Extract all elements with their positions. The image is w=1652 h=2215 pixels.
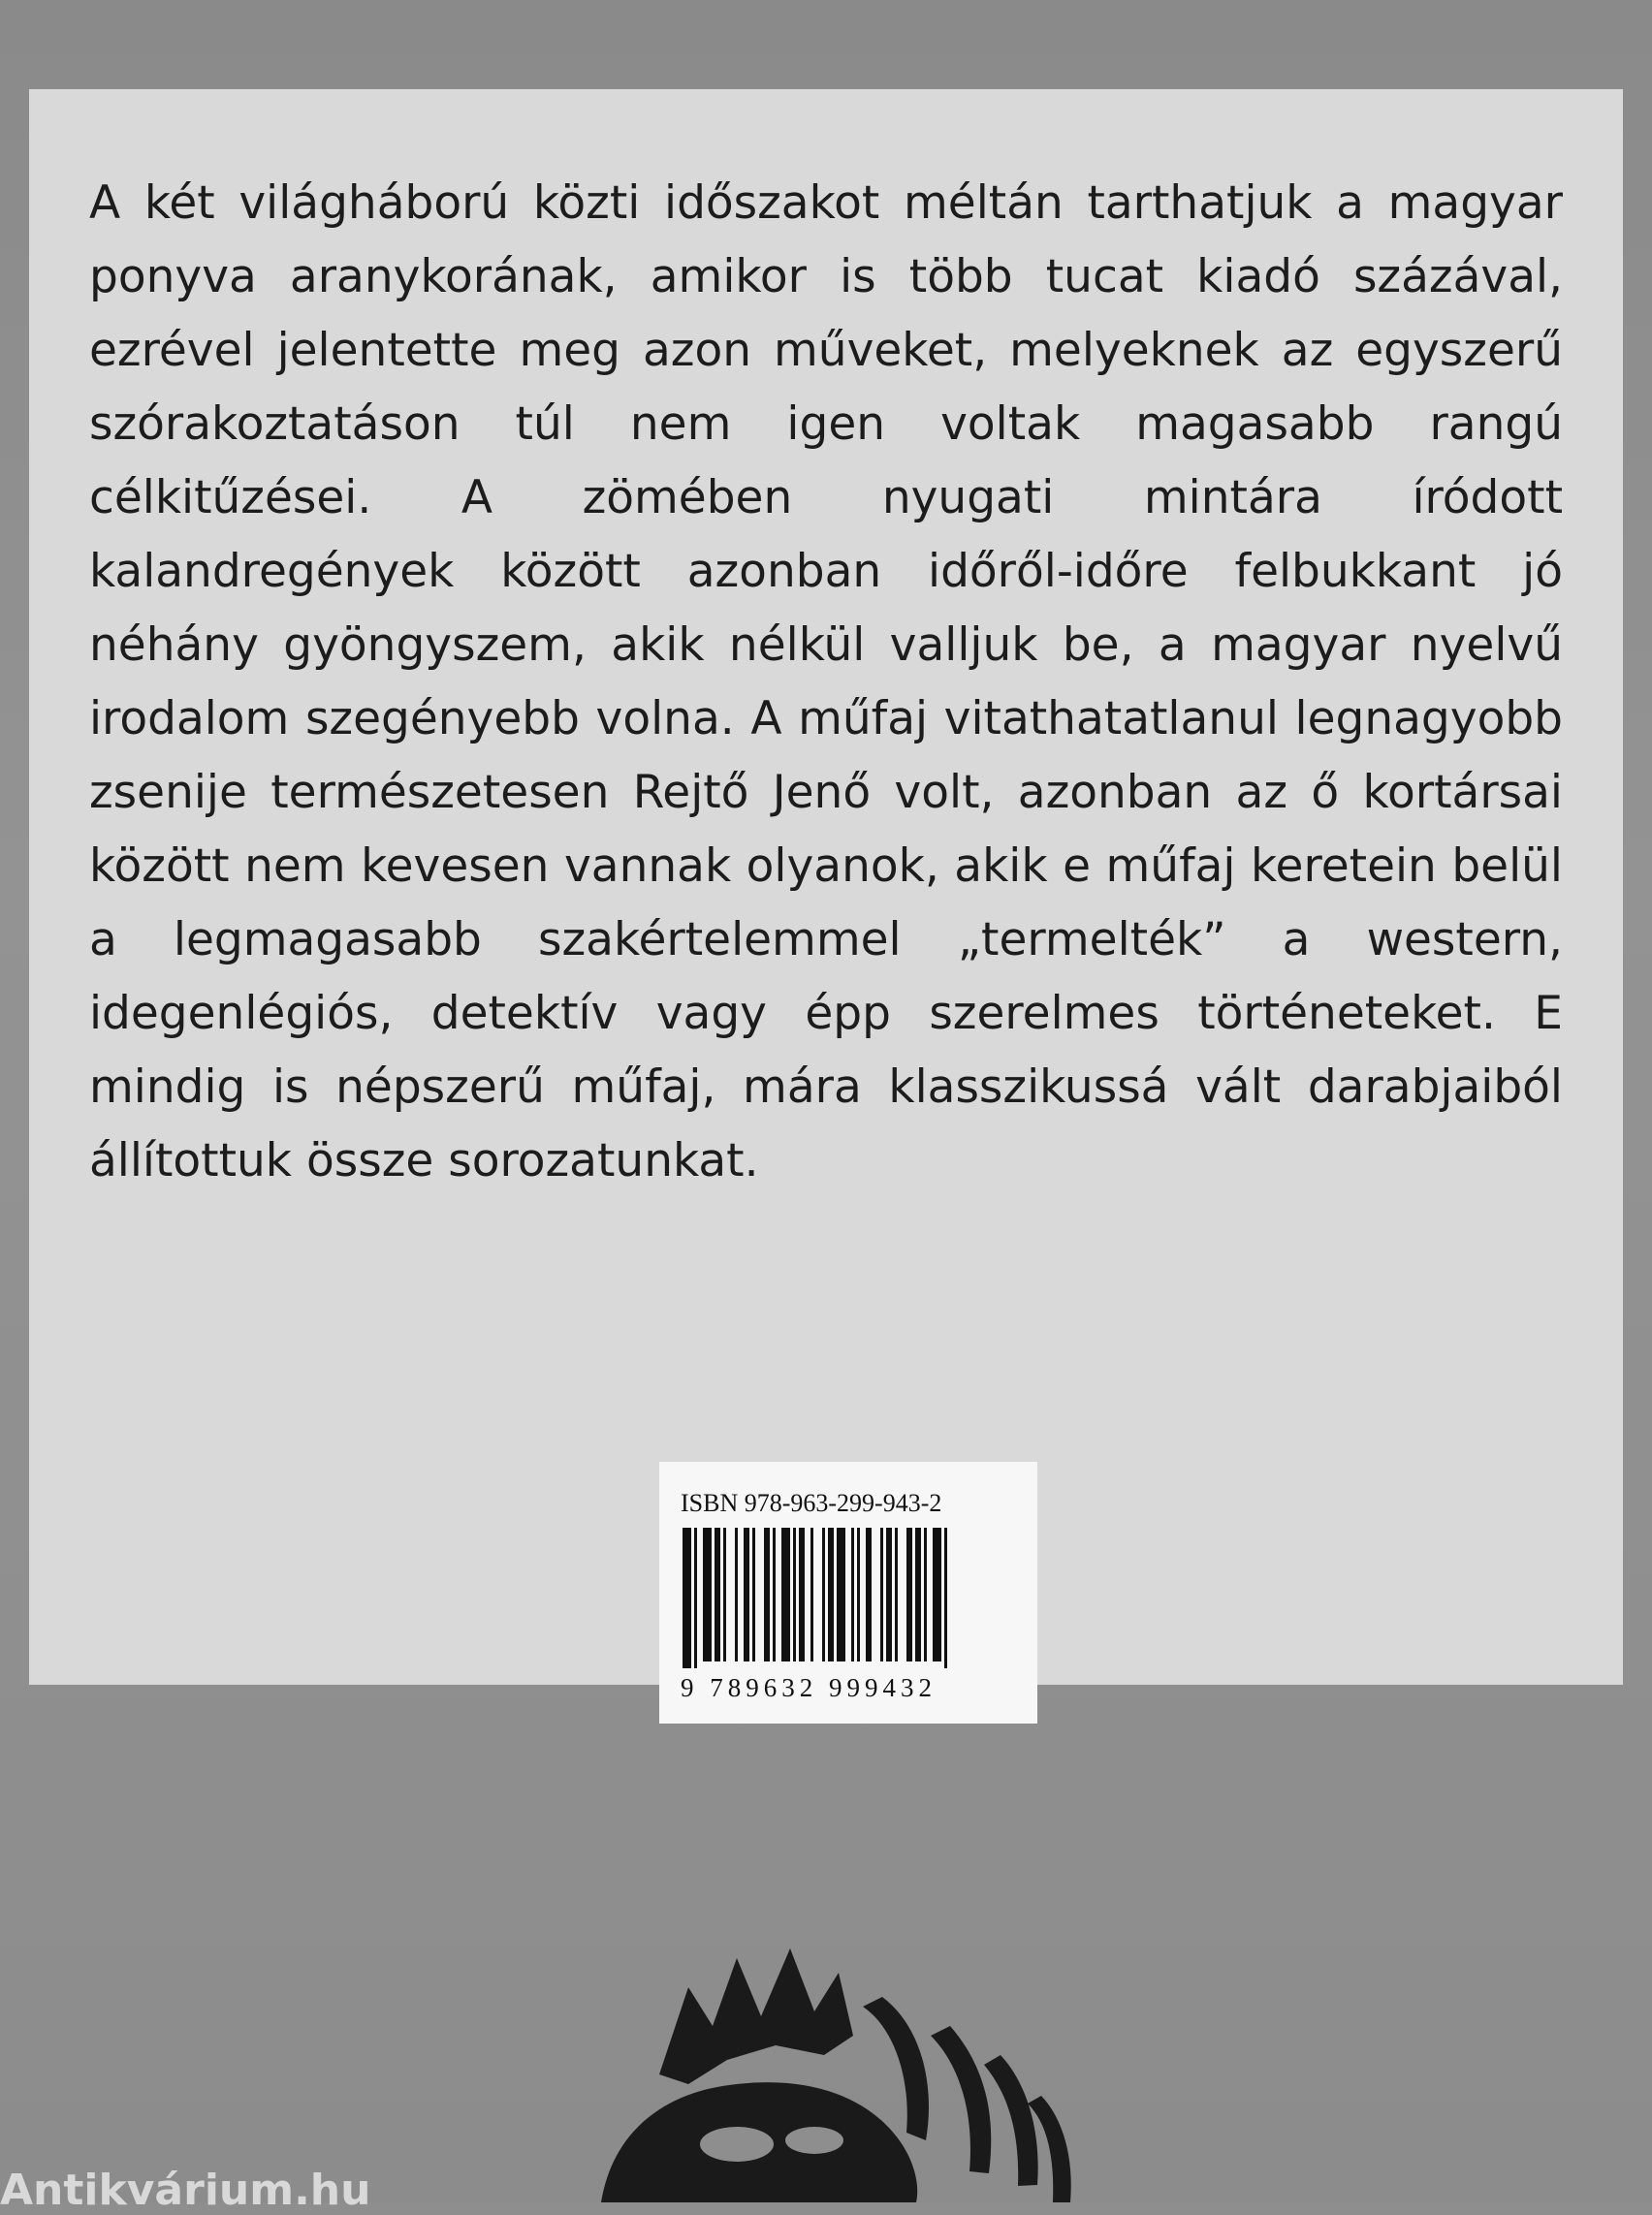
barcode-bar xyxy=(773,1528,776,1661)
barcode-bar xyxy=(828,1528,834,1661)
barcode-bar xyxy=(880,1528,883,1661)
barcode-bar xyxy=(837,1528,845,1661)
barcode-bar xyxy=(933,1528,941,1661)
barcode-bar xyxy=(886,1528,892,1661)
barcode-label xyxy=(659,1462,1037,1724)
barcode-bar xyxy=(906,1528,912,1661)
barcode-bar xyxy=(744,1528,749,1661)
barcode-bar xyxy=(715,1528,720,1661)
barcode-bar xyxy=(822,1528,825,1661)
blurb-text: A két világháború közti időszakot méltán tarthatjuk a magyar ponyva aranykorának, amikor is több tucat kiadó százával, ezrével jelentette meg azon műveket, melyeknek az egyszerű szórakoztatáson túl nem igen voltak magasabb rangú célkitűzései. A zömében nyugati mintára íródott kalandregények között azonban időről-időre felbukkant jó néhány gyöngyszem, akik nélkül valljuk be, a magyar nyelvű irodalom szegényebb volna. A műfaj vitathatatlanul legnagyobb zsenije természetesen Rejtő Jenő volt, azonban az ő kortársai között nem kevesen vannak olyanok, akik e műfaj keretein belül a legmagasabb szakértelemmel „termelték” a western, idegenlégiós, detektív vagy épp szerelmes történeteket. E mindig is népszerű műfaj, mára klasszikussá vált darabjaiból állítottuk össze sorozatunkat. xyxy=(89,176,1563,1187)
barcode-bar xyxy=(866,1528,872,1661)
barcode-bar xyxy=(810,1528,813,1661)
barcode-bar xyxy=(752,1528,755,1661)
barcode-bar xyxy=(851,1528,854,1661)
barcode-bar xyxy=(683,1528,691,1668)
barcode-bar xyxy=(781,1528,790,1661)
barcode-bar xyxy=(764,1528,770,1661)
barcode-bar xyxy=(799,1528,805,1661)
publisher-logo-icon xyxy=(543,1919,1144,2202)
barcode-bar xyxy=(895,1528,898,1661)
barcode-bar xyxy=(944,1528,947,1668)
blurb-panel xyxy=(29,89,1623,1702)
watermark-text: Antikvárium.hu xyxy=(0,2166,371,2215)
barcode-bar xyxy=(735,1528,738,1661)
barcode-bar xyxy=(793,1528,796,1661)
barcode-bar xyxy=(723,1528,726,1661)
barcode-digits: 9 789632 999432 xyxy=(681,1673,937,1702)
barcode-bar xyxy=(915,1528,921,1661)
barcode-bar xyxy=(694,1528,697,1668)
barcode-bar xyxy=(703,1528,712,1661)
barcode-bar xyxy=(857,1528,860,1661)
barcode-icon xyxy=(681,1528,1020,1668)
barcode-bar xyxy=(924,1528,927,1661)
isbn-number: ISBN 978-963-299-943-2 xyxy=(681,1489,942,1517)
